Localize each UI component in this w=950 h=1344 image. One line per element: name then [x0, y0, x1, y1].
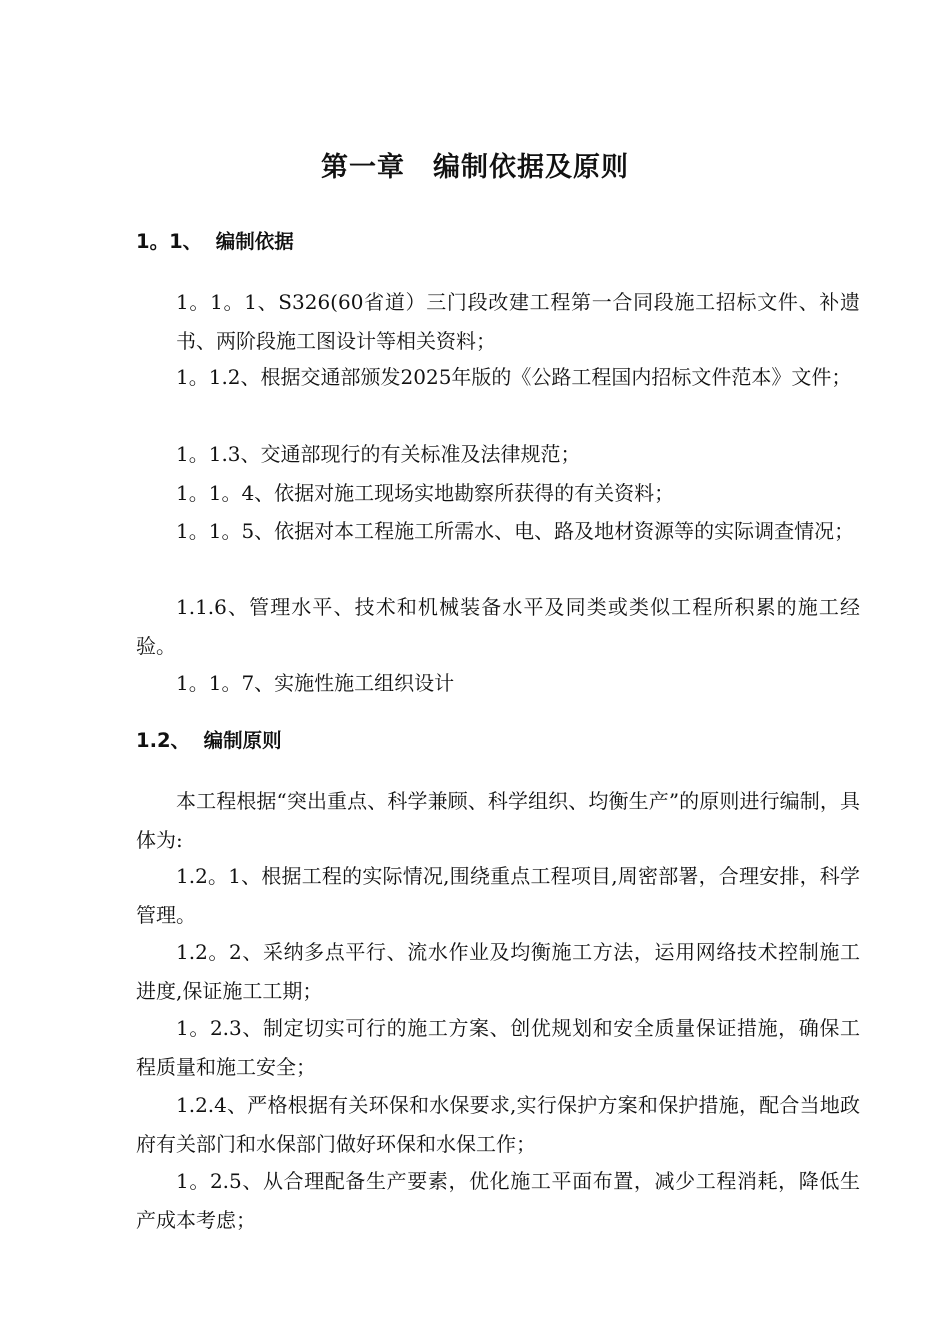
paragraph-1-1-3: 1。1.3、交通部现行的有关标准及法律规范；	[176, 442, 581, 466]
paragraph-1-1-5: 1。1。5、依据对本工程施工所需水、电、路及地材资源等的实际调查情况；	[176, 519, 855, 543]
paragraph-1-2-2: 1.2。2、采纳多点平行、流水作业及均衡施工方法，运用网络技术控制施工进度,保证施工工期；	[136, 940, 860, 1003]
paragraph-1-2-4: 1.2.4、严格根据有关环保和水保要求,实行保护方案和保护措施，配合当地政府有关部门和水保部门做好环保和水保工作；	[136, 1093, 860, 1156]
section-heading-principles: 1.2、 编制原则	[136, 729, 282, 752]
paragraph-1-1-6: 1.1.6、管理水平、技术和机械装备水平及同类或类似工程所积累的施工经验。	[136, 595, 860, 658]
paragraph-1-1-1: 1。1。1、S326(60省道）三门段改建工程第一合同段施工招标文件、补遗书、两阶段施工图设计等相关资料；	[176, 290, 860, 353]
paragraph-1-2-1: 1.2。1、根据工程的实际情况,围绕重点工程项目,周密部署，合理安排，科学管理。	[136, 864, 860, 927]
chapter-title: 第一章 编制依据及原则	[321, 152, 629, 183]
section-heading-basis: 1。1、 编制依据	[136, 230, 294, 253]
paragraph-1-1-7: 1。1。7、实施性施工组织设计	[176, 671, 455, 695]
paragraph-1-1-2: 1。1.2、根据交通部颁发2025年版的《公路工程国内招标文件范本》文件；	[176, 365, 852, 389]
paragraph-1-2-intro: 本工程根据“突出重点、科学兼顾、科学组织、均衡生产”的原则进行编制，具体为:	[136, 789, 860, 852]
paragraph-1-2-5: 1。2.5、从合理配备生产要素，优化施工平面布置，减少工程消耗，降低生产成本考虑；	[136, 1169, 860, 1232]
paragraph-1-2-3: 1。2.3、制定切实可行的施工方案、创优规划和安全质量保证措施，确保工程质量和施工安全；	[136, 1016, 860, 1079]
paragraph-1-1-4: 1。1。4、依据对施工现场实地勘察所获得的有关资料；	[176, 481, 675, 505]
